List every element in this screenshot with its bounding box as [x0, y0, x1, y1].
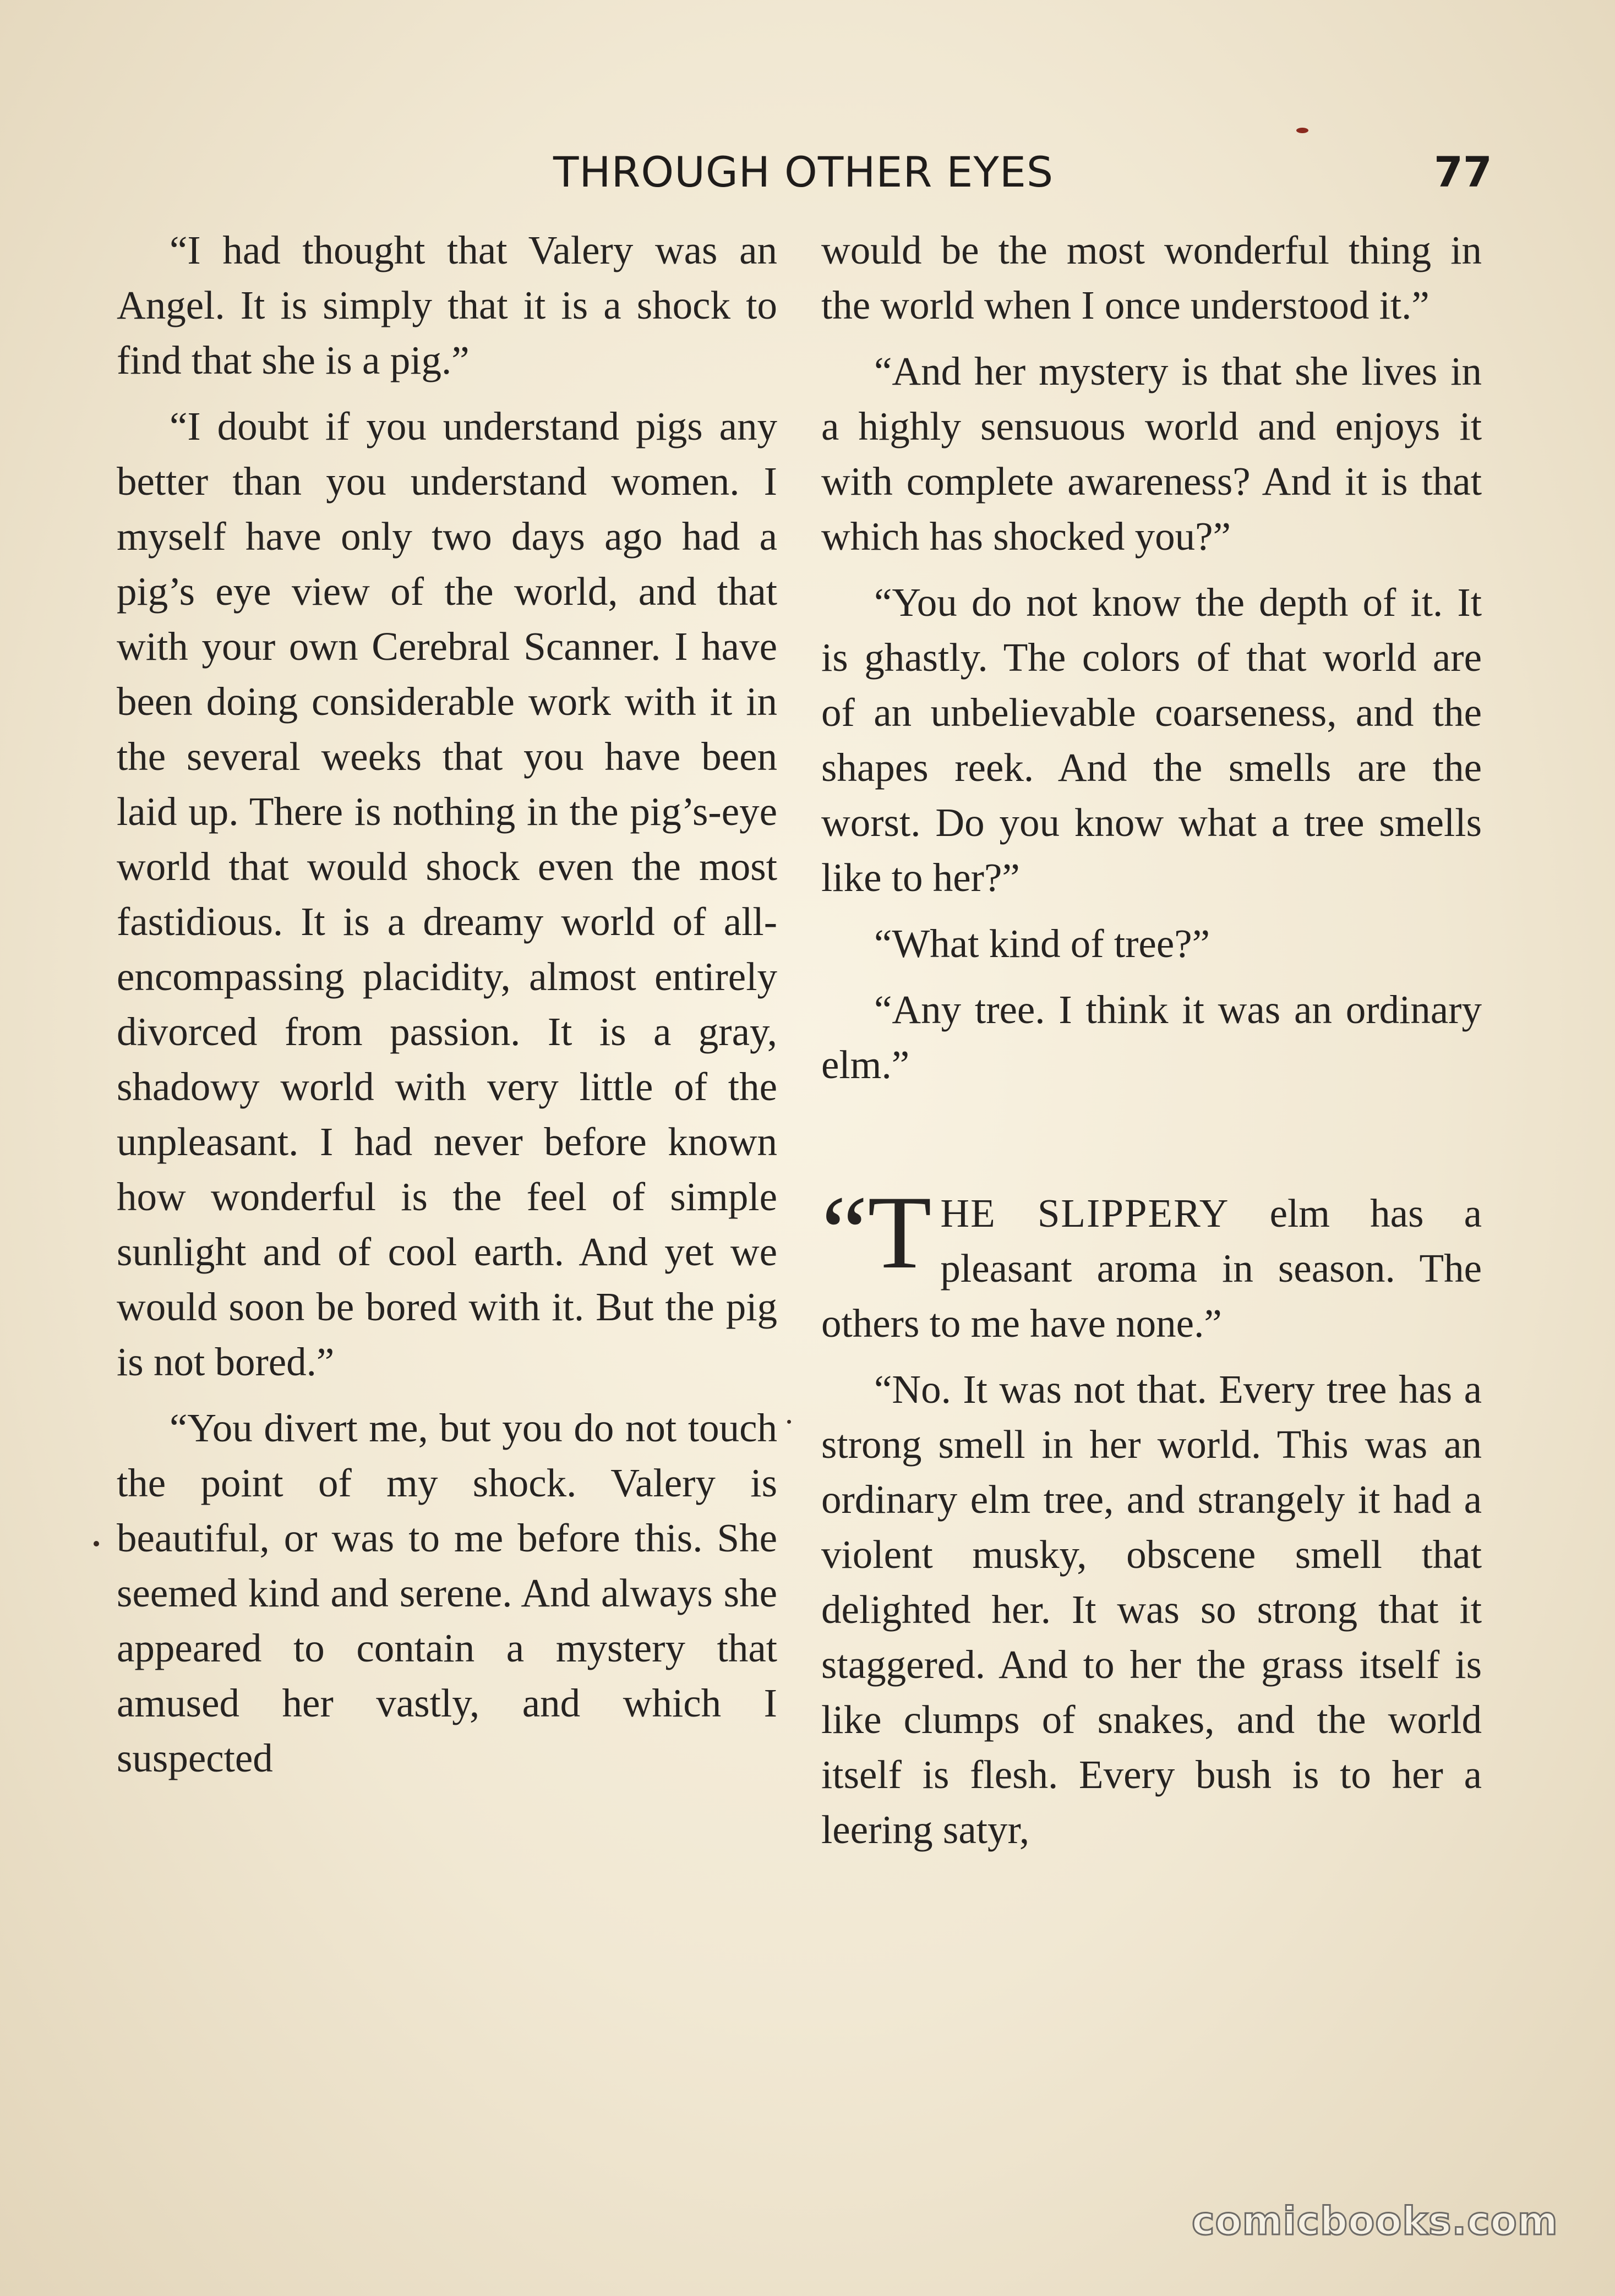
print-speck: [1296, 128, 1308, 133]
paragraph: “No. It was not that. Every tree has a strong smell in her world. This was an ordinary elm tree, and strangely it had a violent musky, obscene smell that delighted her. It was so strong that it staggered. And to her the grass itself is like clumps of snakes, and the world itself is flesh. Every bush is to her a leering satyr,: [821, 1367, 1482, 1852]
small-caps-lead: HE SLIPPERY: [940, 1191, 1230, 1236]
dropcap-paragraph: [821, 1175, 1482, 1351]
page-number: 77: [1434, 147, 1492, 196]
paragraph: “You divert me, but you do not touch the point of my shock. Valery is beautiful, or was to me before this. She seemed kind and serene. And always she appeared to contain a mystery that amused her vastly, and which I suspected: [117, 1406, 777, 1780]
print-speck: [787, 1420, 791, 1424]
drop-cap-letter: T: [867, 1175, 932, 1291]
watermark-logo: comicbooks.com: [1192, 2199, 1558, 2244]
page-header: [0, 147, 1615, 203]
drop-cap: [821, 1175, 932, 1291]
paragraph-continuation: would be the most wonderful thing in the world when I once understood it.”: [821, 228, 1482, 327]
drop-cap-quote: “: [821, 1175, 868, 1291]
running-title: THROUGH OTHER EYES: [553, 147, 1054, 196]
paragraph: “And her mystery is that she lives in a highly sensuous world and enjoys it with complete awareness? And it is that which has shocked you?”: [821, 349, 1482, 559]
dropcap-paragraph-text: elm has a pleasant aroma in season. The others to me have none.”: [821, 1191, 1482, 1346]
print-speck: [94, 1541, 99, 1546]
right-column: [821, 223, 1482, 1868]
paragraph: “What kind of tree?”: [874, 921, 1210, 966]
paragraph: “You do not know the depth of it. It is ghastly. The colors of that world are of an unbelievable coarseness, and the shapes reek. And the smells are the worst. Do you know what a tree smells like to her?”: [821, 580, 1482, 900]
paragraph: “I had thought that Valery was an Angel. It is simply that it is a shock to find that she is a pig.”: [117, 228, 777, 382]
paragraph: “Any tree. I think it was an ordinary elm.”: [821, 987, 1482, 1087]
left-column: [117, 223, 777, 1797]
paragraph: “I doubt if you understand pigs any better than you understand women. I myself have only two days ago had a pig’s eye view of the world, and that with your own Cerebral Scanner. I have been doing considerable work with it in the several weeks that you have been laid up. There is nothing in the pig’s-eye world that would shock even the most fastidious. It is a dreamy world of all-encompassing placidity, almost entirely divorced from passion. It is a gray, shadowy world with very little of the unpleasant. I had never before known how wonderful is the feel of simple sunlight and of cool earth. And yet we would soon be bored with it. But the pig is not bored.”: [117, 404, 777, 1384]
section-break: [821, 1103, 1482, 1186]
